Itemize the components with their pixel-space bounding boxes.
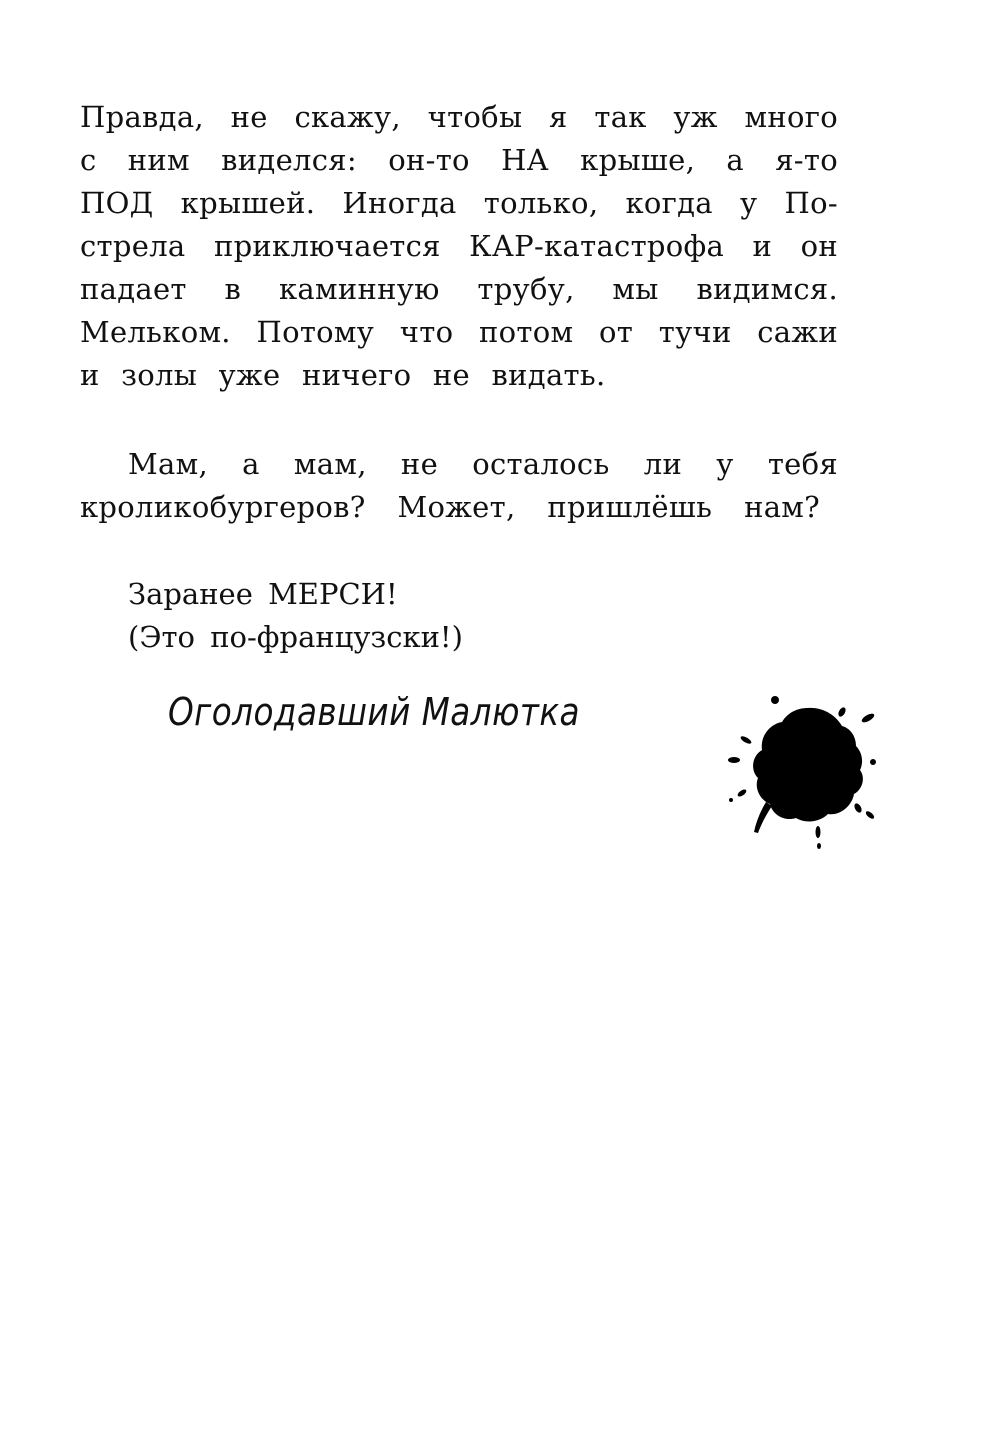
letter-paragraph-2 [80, 443, 838, 529]
letter-paragraph-1 [80, 96, 838, 397]
text-line: стрела приключается КАР-катастрофа и он [80, 229, 838, 263]
text-line: Мам, а мам, не осталось ли у тебя [128, 447, 838, 481]
closing-line: (Это по-французски!) [128, 620, 463, 654]
text-line: ПОД крышей. Иногда только, когда у По- [80, 186, 838, 220]
handwritten-signature: Оголодавший Малютка [168, 690, 581, 734]
text-line: кроликобургеров? Может, пришлёшь нам? [80, 490, 820, 524]
text-line: Правда, не скажу, чтобы я так уж много [80, 100, 838, 134]
text-line: Мельком. Потому что потом от тучи сажи [80, 315, 838, 349]
closing-line: Заранее МЕРСИ! [128, 577, 398, 611]
text-line: падает в каминную трубу, мы видимся. [80, 272, 838, 306]
text-line: с ним виделся: он-то НА крыше, а я-то [80, 143, 838, 177]
letter-closing [128, 573, 463, 659]
text-line: и золы уже ничего не видать. [80, 358, 606, 392]
ink-splat-icon [720, 690, 890, 855]
